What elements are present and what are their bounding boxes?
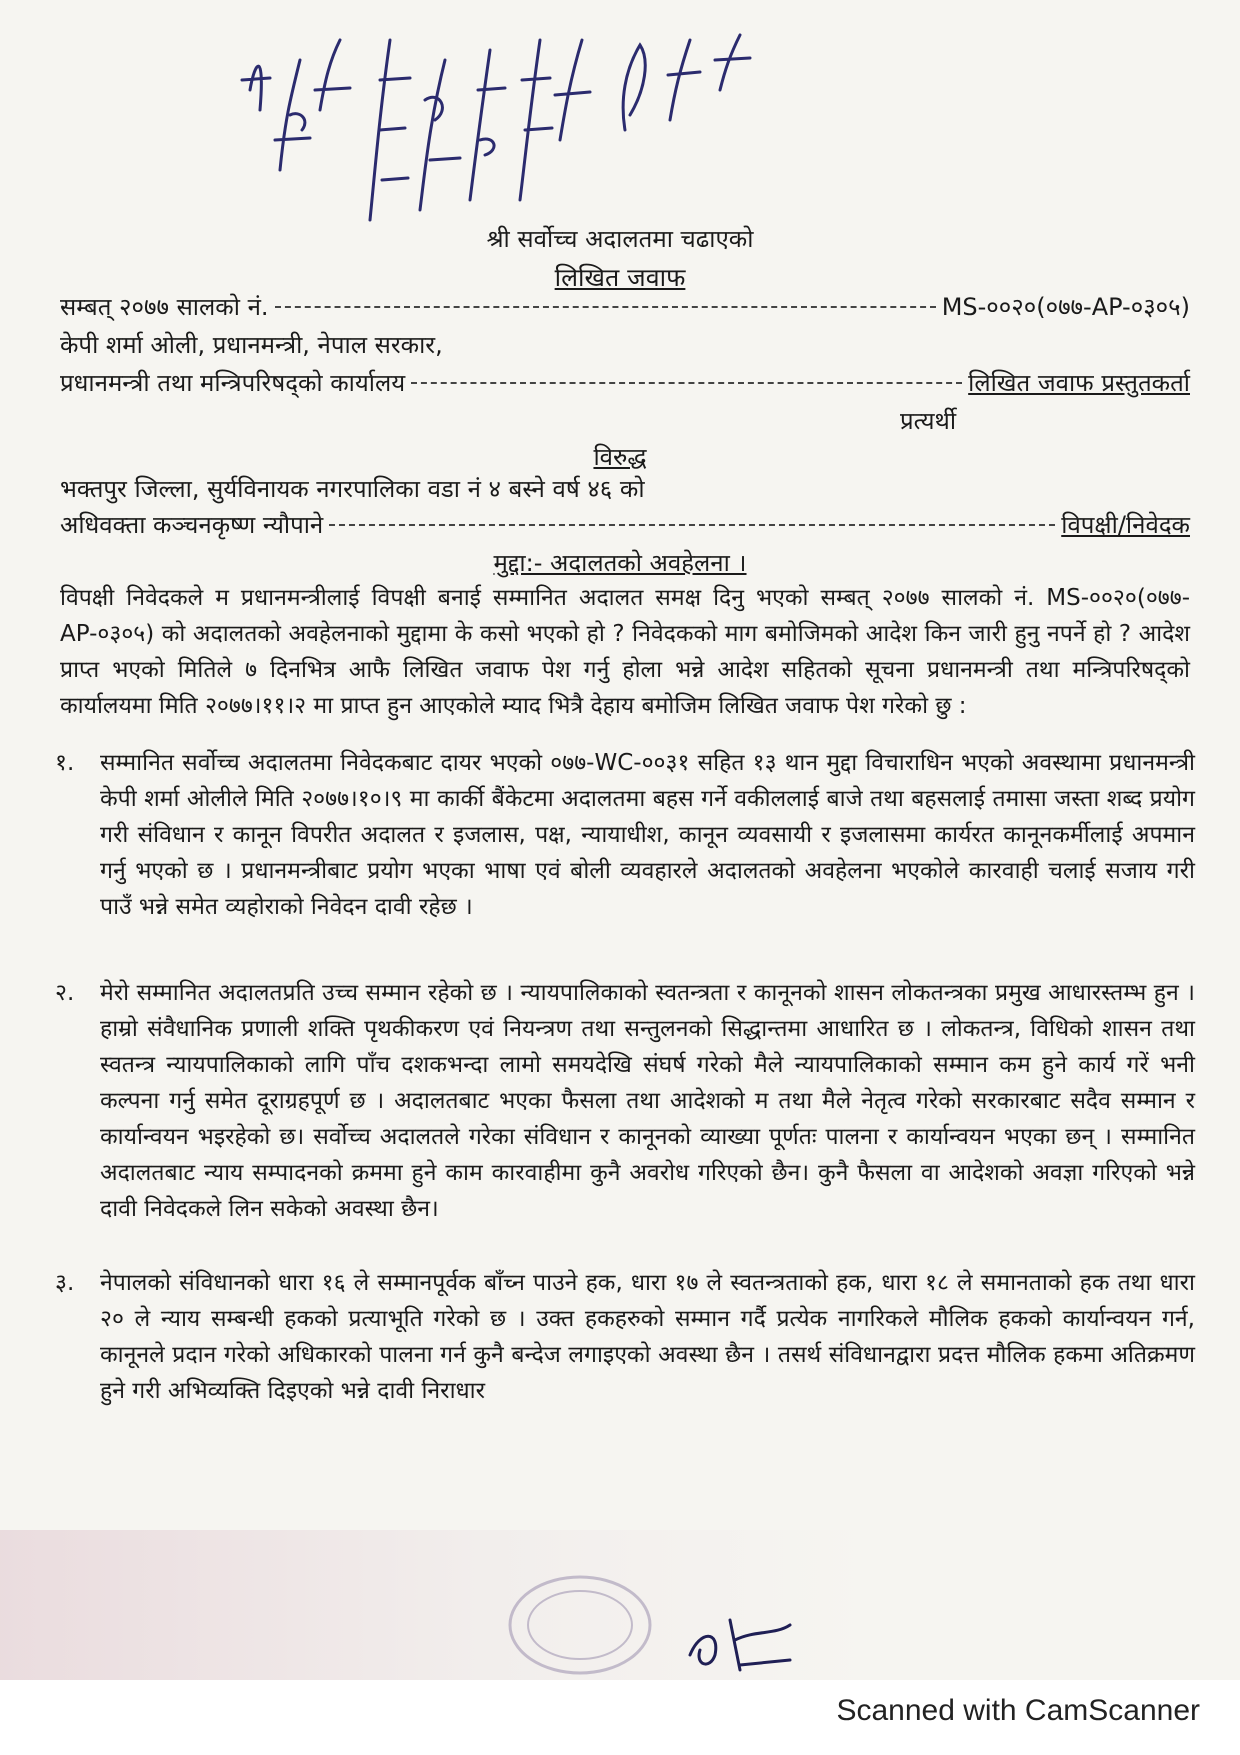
intro-paragraph: विपक्षी निवेदकले म प्रधानमन्त्रीलाई विपक्षी बनाई सम्मानित अदालत समक्ष दिनु भएको सम्बत् २०७७ सालको नं. MS-००२०(०७७-AP-०३०५) को अदालतको अवहेलनाको मुद्दामा के कसो भएको हो ? निवेदकको माग बमोजिमको आदेश किन जारी हुनु नपर्ने हो ? आदेश प्राप्त भएको मितिले ७ दिनभित्र आफै लिखित जवाफ पेश गर्नु होला भन्ने आदेश सहितको सूचना प्रधानमन्त्री तथा मन्त्रिपरिषद्‌को कार्यालयमा मिति २०७७।११।२ मा प्राप्त हुन आएकोले म्याद भित्रै देहाय बमोजिम लिखित जवाफ पेश गरेको छु : [60, 585, 1190, 719]
list-item [55, 1265, 1195, 1409]
list-item [55, 745, 1195, 925]
item-number: १. [55, 750, 75, 776]
item-number: ३. [55, 1270, 75, 1296]
dash-leader [329, 524, 1055, 526]
subject-text: मुद्दा:- अदालतको अवहेलना । [493, 549, 747, 577]
case-number-label: सम्बत् २०७७ सालको नं. [60, 293, 269, 321]
dash-leader [411, 382, 962, 384]
case-number-row [60, 290, 1190, 323]
respondent-role: लिखित जवाफ प्रस्तुतकर्ता [968, 369, 1190, 397]
header-line: श्री सर्वोच्च अदालतमा चढाएको [486, 225, 754, 253]
item-number: २. [55, 980, 75, 1006]
signature [680, 1610, 800, 1680]
item-text: सम्मानित सर्वोच्च अदालतमा निवेदकबाट दायर भएको ०७७-WC-००३१ सहित १३ थान मुद्दा विचाराधिन भएको अवस्थामा प्रधानमन्त्री केपी शर्मा ओलीले मिति २०७७।१०।९ मा कार्की बैंकेटमा अदालतमा बहस गर्ने वकीललाई बाजे तथा बहसलाई तमासा जस्ता शब्द प्रयोग गरी संविधान र कानून विपरीत अदालत र इजलास, पक्ष, न्यायाधीश, कानून व्यवसायी र इजलासमा कार्यरत कानूनकर्मीलाई अपमान गर्नु भएको छ । प्रधानमन्त्रीबाट प्रयोग भएका भाषा एवं बोली व्यवहारले अदालतको अवहेलना भएकोले कारवाही चलाई सजाय गरी पाउँ भन्ने समेत व्यहोराको निवेदन दावी रहेछ । [100, 750, 1195, 920]
office-seal [500, 1570, 660, 1680]
petitioner-row [60, 508, 1190, 541]
handwritten-note [230, 20, 770, 250]
item-text: मेरो सम्मानित अदालतप्रति उच्च सम्मान रहेको छ । न्यायपालिकाको स्वतन्त्रता र कानूनको शासन लोकतन्त्रका प्रमुख आधारस्तम्भ हुन । हाम्रो संवैधानिक प्रणाली शक्ति पृथकीकरण एवं नियन्त्रण तथा सन्तुलनको सिद्धान्तमा आधारित छ । लोकतन्त्र, विधिको शासन तथा स्वतन्त्र न्यायपालिकाको लागि पाँच दशकभन्दा लामो समयदेखि संघर्ष गरेको मैले न्यायपालिकाको सम्मान कम हुने कार्य गरें भनी कल्पना गर्नु समेत दूराग्रहपूर्ण छ । अदालतबाट भएका फैसला तथा आदेशको म तथा मैले नेतृत्व गरेको सरकारबाट सदैव सम्मान र कार्यान्वयन भइरहेको छ। सर्वोच्च अदालतले गरेका संविधान र कानूनको व्याख्या पूर्णतः पालना र कार्यान्वयन भएका छन् । सम्मानित अदालतबाट न्याय सम्पादनको क्रममा हुने काम कारवाहीमा कुनै अवरोध गरिएको छैन। कुनै फैसला वा आदेशको अवज्ञा गरिएको भन्ने दावी निवेदकले लिन सकेको अवस्था छैन। [100, 980, 1195, 1222]
case-number: MS-००२०(०७७-AP-०३०५) [941, 293, 1190, 321]
respondent-row [60, 366, 1190, 399]
dash-leader [275, 306, 936, 308]
petitioner-line2: अधिवक्ता कञ्चनकृष्ण न्यौपाने [60, 511, 324, 539]
respondent-line1: केपी शर्मा ओली, प्रधानमन्त्री, नेपाल सरकार, [60, 331, 443, 359]
petitioner-line1: भक्तपुर जिल्ला, सुर्यविनायक नगरपालिका वडा नं ४ बस्ने वर्ष ४६ को [60, 475, 645, 503]
list-item [55, 975, 1195, 1227]
versus-label: विरुद्ध [593, 443, 647, 471]
respondent-line2: प्रधानमन्त्री तथा मन्त्रिपरिषद्‌को कार्यालय [60, 369, 406, 397]
respondent-party: प्रत्यर्थी [900, 407, 957, 435]
scanner-watermark: Scanned with CamScanner [836, 1694, 1200, 1727]
petitioner-role: विपक्षी/निवेदक [1061, 511, 1190, 539]
handwriting-graphic [230, 20, 770, 250]
case-subject [0, 546, 1240, 579]
document-title: लिखित जवाफ [554, 263, 686, 292]
item-text: नेपालको संविधानको धारा १६ ले सम्मानपूर्वक बाँच्न पाउने हक, धारा १७ ले स्वतन्त्रताको हक, धारा १८ ले समानताको हक तथा धारा २० ले न्याय सम्बन्धी हकको प्रत्याभूति गरेको छ । उक्त हकहरुको सम्मान गर्दै प्रत्येक नागरिकले मौलिक हकको कार्यान्वयन गर्न, कानूनले प्रदान गरेको अधिकारको पालना गर्न कुनै बन्देज लगाइएको अवस्था छैन । तसर्थ संविधानद्वारा प्रदत्त मौलिक हकमा अतिक्रमण हुने गरी अभिव्यक्ति दिइएको भन्ने दावी निराधार [100, 1270, 1195, 1404]
